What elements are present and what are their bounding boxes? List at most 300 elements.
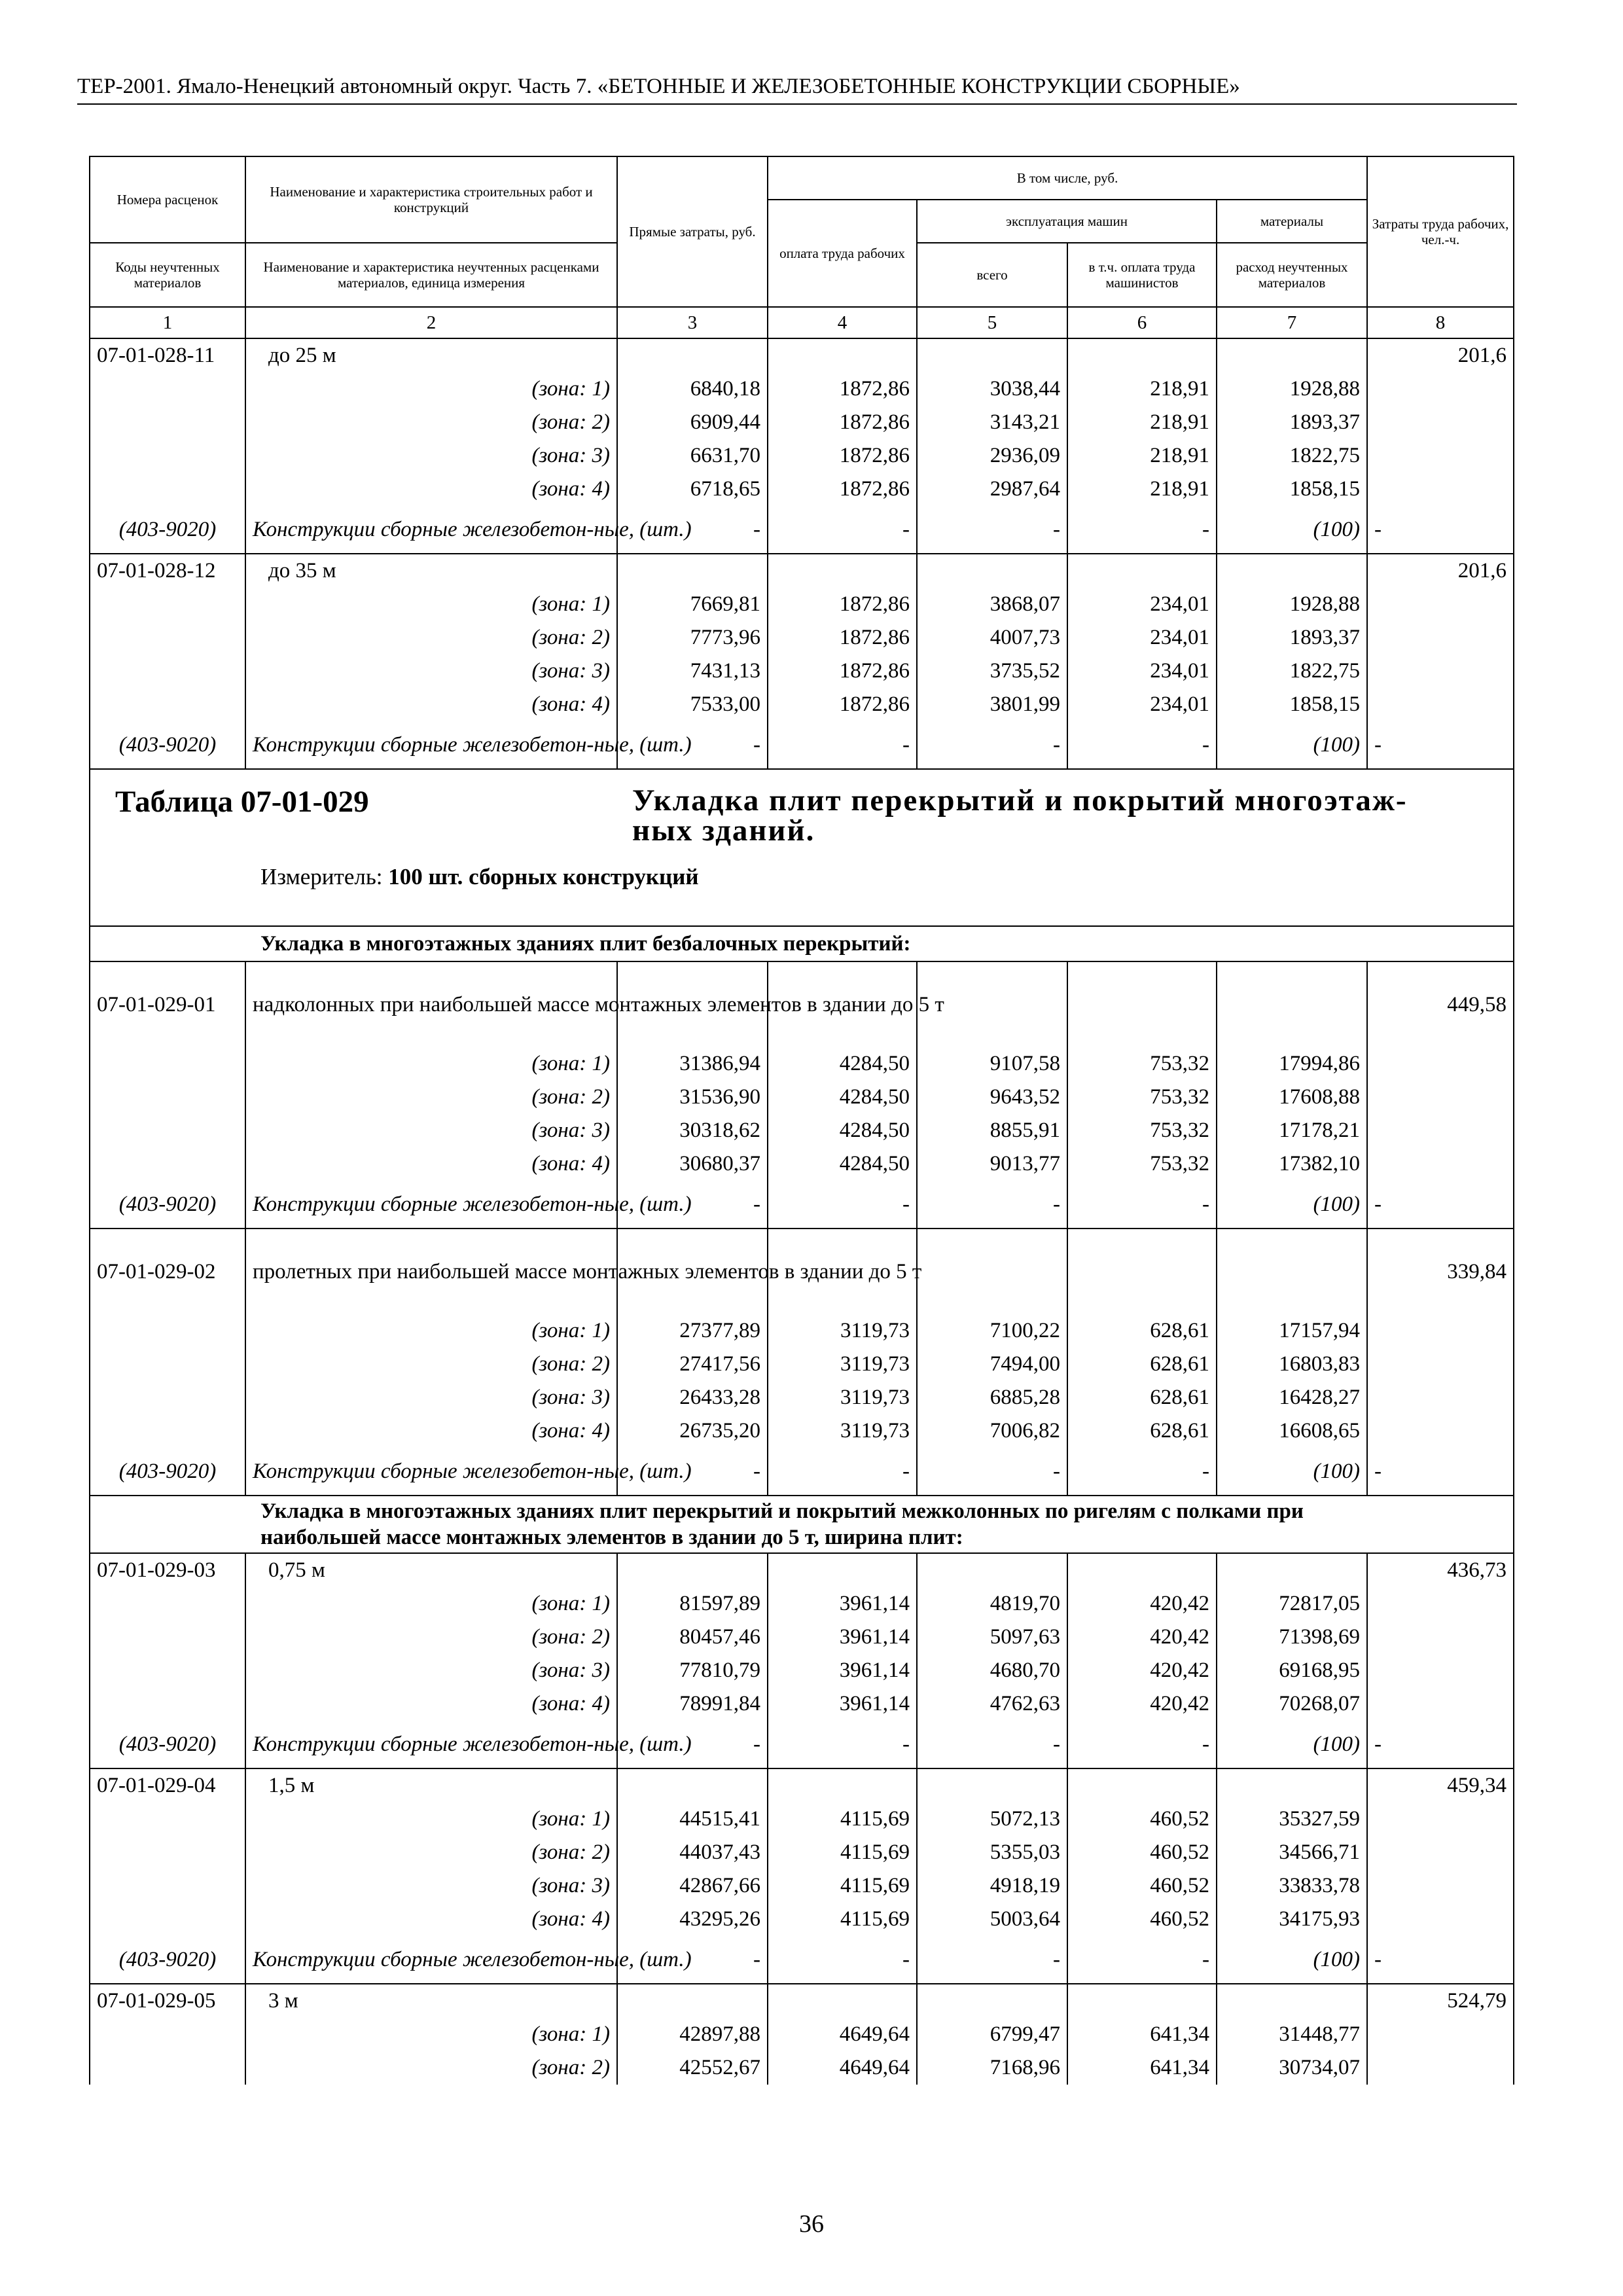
header-machines-total: всего (917, 243, 1067, 307)
cell-machines: 3735,52 (917, 655, 1067, 688)
cell-direct: 7669,81 (617, 588, 768, 621)
material-qty: (100) (1217, 1448, 1367, 1496)
cell-labor: 3119,73 (768, 1348, 917, 1381)
cell-direct: 77810,79 (617, 1654, 768, 1687)
cell-direct: 6631,70 (617, 439, 768, 473)
column-number: 5 (917, 307, 1067, 338)
cell-direct: 43295,26 (617, 1903, 768, 1936)
cell-direct: 6909,44 (617, 406, 768, 439)
zone-label: (зона: 3) (245, 1654, 617, 1687)
header-rate-numbers: Номера расценок (90, 156, 245, 243)
header-including: В том числе, руб. (768, 156, 1367, 200)
column-number: 8 (1367, 307, 1514, 338)
rate-row (90, 961, 1514, 1047)
material-qty: (100) (1217, 1721, 1367, 1768)
cell-direct: 42897,88 (617, 2018, 768, 2051)
cell-direct: 27417,56 (617, 1348, 768, 1381)
cell-labor: 4115,69 (768, 1803, 917, 1836)
column-numbers-row (90, 307, 1514, 338)
cell-machines: 7494,00 (917, 1348, 1067, 1381)
cell-machines: 6885,28 (917, 1381, 1067, 1414)
cell-labor: 3961,14 (768, 1654, 917, 1687)
column-number: 1 (90, 307, 245, 338)
cell-operators: 460,52 (1067, 1836, 1217, 1869)
cell-labor: 4284,50 (768, 1147, 917, 1181)
material-dash: - (768, 1448, 917, 1496)
column-number: 2 (245, 307, 617, 338)
material-dash: - (917, 506, 1067, 554)
table-title: Укладка плит перекрытий и покрытий многоэтаж-ных зданий. (632, 783, 1408, 848)
zone-label: (зона: 2) (245, 1081, 617, 1114)
cell-operators: 218,91 (1067, 372, 1217, 406)
material-dash: - (1367, 721, 1514, 769)
material-dash: - (917, 1448, 1067, 1496)
cell-operators: 234,01 (1067, 588, 1217, 621)
rate-code: 07-01-029-05 (90, 1984, 245, 2018)
zone-label: (зона: 4) (245, 1414, 617, 1448)
zone-row (90, 1836, 1514, 1869)
cell-materials: 72817,05 (1217, 1587, 1367, 1621)
cell-labor: 3961,14 (768, 1587, 917, 1621)
cell-direct: 7773,96 (617, 621, 768, 655)
zone-label: (зона: 2) (245, 1621, 617, 1654)
cell-materials: 17178,21 (1217, 1114, 1367, 1147)
labor-hours: 339,84 (1367, 1229, 1514, 1314)
cell-machines: 3801,99 (917, 688, 1067, 721)
material-dash: - (768, 506, 917, 554)
rate-name: 1,5 м (245, 1768, 617, 1803)
labor-hours: 459,34 (1367, 1768, 1514, 1803)
zone-row (90, 1348, 1514, 1381)
rates-table (89, 156, 1514, 2085)
cell-materials: 1822,75 (1217, 439, 1367, 473)
header-labor-hours: Затраты труда рабочих, чел.-ч. (1367, 156, 1514, 307)
header-work-name: Наименование и характеристика строительных работ и конструкций (245, 156, 617, 243)
zone-label: (зона: 3) (245, 1114, 617, 1147)
zone-label: (зона: 1) (245, 588, 617, 621)
cell-labor: 3961,14 (768, 1621, 917, 1654)
cell-materials: 17608,88 (1217, 1081, 1367, 1114)
zone-label: (зона: 3) (245, 439, 617, 473)
cell-operators: 628,61 (1067, 1314, 1217, 1348)
cell-materials: 17994,86 (1217, 1047, 1367, 1081)
cell-operators: 460,52 (1067, 1869, 1217, 1903)
material-dash: - (1367, 1448, 1514, 1496)
zone-row (90, 1587, 1514, 1621)
cell-direct: 80457,46 (617, 1621, 768, 1654)
cell-materials: 17382,10 (1217, 1147, 1367, 1181)
rate-row (90, 1984, 1514, 2018)
material-dash: - (1067, 1181, 1217, 1229)
rate-name: до 35 м (245, 554, 617, 588)
material-dash: - (768, 1936, 917, 1984)
running-head (77, 72, 1517, 105)
material-dash: - (1367, 506, 1514, 554)
cell-direct: 26735,20 (617, 1414, 768, 1448)
zone-label: (зона: 3) (245, 1869, 617, 1903)
material-code: (403-9020) (90, 1181, 245, 1229)
column-number: 3 (617, 307, 768, 338)
running-head-text: ТЕР-2001. Ямало-Ненецкий автономный округ. Часть 7. «БЕТОННЫЕ И ЖЕЛЕЗОБЕТОННЫЕ КОНСТРУКЦИИ СБОРНЫЕ» (77, 75, 1240, 98)
cell-machines: 7100,22 (917, 1314, 1067, 1348)
column-number: 4 (768, 307, 917, 338)
material-dash: - (768, 1721, 917, 1768)
zone-label: (зона: 4) (245, 1687, 617, 1721)
cell-operators: 460,52 (1067, 1903, 1217, 1936)
column-number: 7 (1217, 307, 1367, 338)
material-name: Конструкции сборные железобетон-ные, (шт.) (245, 1448, 617, 1496)
material-dash: - (617, 721, 768, 769)
cell-direct: 6840,18 (617, 372, 768, 406)
zone-row (90, 1114, 1514, 1147)
cell-materials: 69168,95 (1217, 1654, 1367, 1687)
rate-row (90, 1229, 1514, 1314)
zone-row (90, 1147, 1514, 1181)
cell-machines: 5355,03 (917, 1836, 1067, 1869)
rate-row (90, 1768, 1514, 1803)
rate-name: надколонных при наибольшей массе монтажных элементов в здании до 5 т (245, 961, 617, 1047)
cell-machines: 4918,19 (917, 1869, 1067, 1903)
cell-materials: 1928,88 (1217, 588, 1367, 621)
cell-labor: 1872,86 (768, 372, 917, 406)
cell-direct: 81597,89 (617, 1587, 768, 1621)
column-number: 6 (1067, 307, 1217, 338)
cell-direct: 31386,94 (617, 1047, 768, 1081)
material-dash: - (1067, 1936, 1217, 1984)
material-name: Конструкции сборные железобетон-ные, (шт.) (245, 1181, 617, 1229)
material-qty: (100) (1217, 1181, 1367, 1229)
zone-row (90, 2051, 1514, 2085)
cell-operators: 420,42 (1067, 1654, 1217, 1687)
cell-machines: 2987,64 (917, 473, 1067, 506)
rate-code: 07-01-029-01 (90, 961, 245, 1047)
material-row (90, 721, 1514, 769)
cell-operators: 628,61 (1067, 1348, 1217, 1381)
header-material-codes: Коды неучтенных материалов (90, 243, 245, 307)
material-code: (403-9020) (90, 506, 245, 554)
cell-operators: 218,91 (1067, 439, 1217, 473)
cell-labor: 3119,73 (768, 1314, 917, 1348)
cell-direct: 7533,00 (617, 688, 768, 721)
cell-direct: 42867,66 (617, 1869, 768, 1903)
cell-materials: 1893,37 (1217, 621, 1367, 655)
cell-direct: 44037,43 (617, 1836, 768, 1869)
cell-materials: 34566,71 (1217, 1836, 1367, 1869)
cell-materials: 35327,59 (1217, 1803, 1367, 1836)
cell-machines: 2936,09 (917, 439, 1067, 473)
cell-machines: 9013,77 (917, 1147, 1067, 1181)
cell-materials: 1928,88 (1217, 372, 1367, 406)
cell-operators: 753,32 (1067, 1147, 1217, 1181)
zone-label: (зона: 2) (245, 1348, 617, 1381)
zone-label: (зона: 4) (245, 1147, 617, 1181)
cell-operators: 628,61 (1067, 1414, 1217, 1448)
cell-operators: 753,32 (1067, 1047, 1217, 1081)
material-name: Конструкции сборные железобетон-ные, (шт.) (245, 721, 617, 769)
zone-label: (зона: 1) (245, 372, 617, 406)
cell-labor: 4115,69 (768, 1836, 917, 1869)
material-dash: - (917, 1721, 1067, 1768)
cell-direct: 78991,84 (617, 1687, 768, 1721)
cell-operators: 628,61 (1067, 1381, 1217, 1414)
cell-machines: 5072,13 (917, 1803, 1067, 1836)
cell-materials: 1893,37 (1217, 406, 1367, 439)
cell-labor: 4115,69 (768, 1903, 917, 1936)
labor-hours: 201,6 (1367, 554, 1514, 588)
material-dash: - (617, 1721, 768, 1768)
zone-row (90, 655, 1514, 688)
zone-row (90, 1081, 1514, 1114)
zone-row (90, 1903, 1514, 1936)
rate-code: 07-01-029-03 (90, 1553, 245, 1587)
material-dash: - (617, 1448, 768, 1496)
material-dash: - (1367, 1936, 1514, 1984)
cell-labor: 4284,50 (768, 1081, 917, 1114)
zone-row (90, 1687, 1514, 1721)
cell-materials: 1858,15 (1217, 473, 1367, 506)
cell-machines: 9643,52 (917, 1081, 1067, 1114)
table-number: Таблица 07-01-029 (115, 785, 369, 819)
zone-label: (зона: 4) (245, 473, 617, 506)
material-code: (403-9020) (90, 721, 245, 769)
cell-labor: 3961,14 (768, 1687, 917, 1721)
cell-materials: 34175,93 (1217, 1903, 1367, 1936)
cell-operators: 420,42 (1067, 1621, 1217, 1654)
rate-name: 0,75 м (245, 1553, 617, 1587)
cell-direct: 42552,67 (617, 2051, 768, 2085)
cell-labor: 4284,50 (768, 1047, 917, 1081)
cell-machines: 8855,91 (917, 1114, 1067, 1147)
cell-direct: 27377,89 (617, 1314, 768, 1348)
cell-operators: 753,32 (1067, 1114, 1217, 1147)
zone-row (90, 2018, 1514, 2051)
cell-direct: 44515,41 (617, 1803, 768, 1836)
cell-labor: 4649,64 (768, 2018, 917, 2051)
cell-materials: 33833,78 (1217, 1869, 1367, 1903)
cell-materials: 70268,07 (1217, 1687, 1367, 1721)
cell-operators: 641,34 (1067, 2051, 1217, 2085)
cell-materials: 16803,83 (1217, 1348, 1367, 1381)
zone-label: (зона: 1) (245, 1047, 617, 1081)
header-materials-usage: расход неучтенных материалов (1217, 243, 1367, 307)
zone-row (90, 1869, 1514, 1903)
zone-row (90, 473, 1514, 506)
cell-operators: 753,32 (1067, 1081, 1217, 1114)
cell-operators: 420,42 (1067, 1687, 1217, 1721)
cell-labor: 4115,69 (768, 1869, 917, 1903)
material-row (90, 506, 1514, 554)
material-dash: - (768, 721, 917, 769)
cell-machines: 3143,21 (917, 406, 1067, 439)
cell-labor: 1872,86 (768, 473, 917, 506)
zone-row (90, 1654, 1514, 1687)
material-dash: - (1067, 1721, 1217, 1768)
rate-code: 07-01-029-04 (90, 1768, 245, 1803)
material-row (90, 1181, 1514, 1229)
cell-operators: 641,34 (1067, 2018, 1217, 2051)
cell-operators: 218,91 (1067, 473, 1217, 506)
zone-label: (зона: 1) (245, 1314, 617, 1348)
cell-labor: 4284,50 (768, 1114, 917, 1147)
rate-name: до 25 м (245, 338, 617, 372)
table-measure (260, 860, 1507, 893)
zone-label: (зона: 1) (245, 1587, 617, 1621)
zone-row (90, 1314, 1514, 1348)
section-heading (90, 926, 1514, 961)
material-row (90, 1936, 1514, 1984)
material-qty: (100) (1217, 1936, 1367, 1984)
section-1-title: Укладка в многоэтажных зданиях плит безбалочных перекрытий: (90, 926, 1514, 961)
cell-machines: 9107,58 (917, 1047, 1067, 1081)
cell-machines: 7168,96 (917, 2051, 1067, 2085)
material-dash: - (617, 506, 768, 554)
rate-row (90, 554, 1514, 588)
measure-value: 100 шт. сборных конструкций (388, 864, 699, 889)
zone-row (90, 1047, 1514, 1081)
cell-labor: 1872,86 (768, 621, 917, 655)
zone-row (90, 1621, 1514, 1654)
cell-direct: 31536,90 (617, 1081, 768, 1114)
zone-label: (зона: 1) (245, 2018, 617, 2051)
cell-materials: 30734,07 (1217, 2051, 1367, 2085)
rate-code: 07-01-028-12 (90, 554, 245, 588)
cell-direct: 30318,62 (617, 1114, 768, 1147)
cell-machines: 4762,63 (917, 1687, 1067, 1721)
material-dash: - (1067, 1448, 1217, 1496)
material-dash: - (1367, 1721, 1514, 1768)
cell-machines: 4819,70 (917, 1587, 1067, 1621)
cell-labor: 1872,86 (768, 688, 917, 721)
zone-label: (зона: 3) (245, 1381, 617, 1414)
cell-operators: 420,42 (1067, 1587, 1217, 1621)
cell-materials: 16608,65 (1217, 1414, 1367, 1448)
material-name: Конструкции сборные железобетон-ные, (шт.) (245, 1936, 617, 1984)
material-dash: - (617, 1936, 768, 1984)
cell-machines: 5003,64 (917, 1903, 1067, 1936)
rate-name: пролетных при наибольшей массе монтажных элементов в здании до 5 т (245, 1229, 617, 1314)
header-materials: материалы (1217, 200, 1367, 243)
cell-direct: 7431,13 (617, 655, 768, 688)
cell-labor: 4649,64 (768, 2051, 917, 2085)
zone-label: (зона: 1) (245, 1803, 617, 1836)
cell-labor: 3119,73 (768, 1414, 917, 1448)
zone-row (90, 439, 1514, 473)
cell-materials: 1858,15 (1217, 688, 1367, 721)
rate-row (90, 1553, 1514, 1587)
cell-machines: 4680,70 (917, 1654, 1067, 1687)
zone-label: (зона: 2) (245, 1836, 617, 1869)
zone-row (90, 621, 1514, 655)
cell-operators: 234,01 (1067, 621, 1217, 655)
labor-hours: 436,73 (1367, 1553, 1514, 1587)
zone-label: (зона: 4) (245, 1903, 617, 1936)
zone-row (90, 688, 1514, 721)
cell-materials: 1822,75 (1217, 655, 1367, 688)
material-row (90, 1448, 1514, 1496)
zone-label: (зона: 2) (245, 406, 617, 439)
running-head-rule (77, 103, 1517, 105)
cell-labor: 1872,86 (768, 439, 917, 473)
material-dash: - (1367, 1181, 1514, 1229)
cell-machines: 5097,63 (917, 1621, 1067, 1654)
cell-labor: 3119,73 (768, 1381, 917, 1414)
header-direct-costs: Прямые затраты, руб. (617, 156, 768, 307)
header-machines: эксплуатация машин (917, 200, 1217, 243)
rate-code: 07-01-029-02 (90, 1229, 245, 1314)
labor-hours: 201,6 (1367, 338, 1514, 372)
cell-materials: 31448,77 (1217, 2018, 1367, 2051)
labor-hours: 449,58 (1367, 961, 1514, 1047)
zone-row (90, 1803, 1514, 1836)
material-dash: - (917, 1936, 1067, 1984)
zone-row (90, 588, 1514, 621)
header-material-names: Наименование и характеристика неучтенных расценками материалов, единица измерения (245, 243, 617, 307)
section-2-title: Укладка в многоэтажных зданиях плит перекрытий и покрытий межколонных по ригелям с полками при наибольшей массе монтажных элементов в здании до 5 т, ширина плит: (90, 1496, 1514, 1553)
material-dash: - (1067, 721, 1217, 769)
material-row (90, 1721, 1514, 1768)
cell-materials: 17157,94 (1217, 1314, 1367, 1348)
material-dash: - (768, 1181, 917, 1229)
header-machines-labor: в т.ч. оплата труда машинистов (1067, 243, 1217, 307)
zone-label: (зона: 4) (245, 688, 617, 721)
cell-machines: 3868,07 (917, 588, 1067, 621)
cell-labor: 1872,86 (768, 406, 917, 439)
material-dash: - (617, 1181, 768, 1229)
section-heading (90, 1496, 1514, 1553)
cell-direct: 30680,37 (617, 1147, 768, 1181)
material-qty: (100) (1217, 721, 1367, 769)
zone-label: (зона: 2) (245, 621, 617, 655)
material-code: (403-9020) (90, 1721, 245, 1768)
zone-label: (зона: 3) (245, 655, 617, 688)
material-name: Конструкции сборные железобетон-ные, (шт.) (245, 506, 617, 554)
cell-materials: 71398,69 (1217, 1621, 1367, 1654)
rate-row (90, 338, 1514, 372)
material-dash: - (917, 1181, 1067, 1229)
cell-machines: 6799,47 (917, 2018, 1067, 2051)
material-name: Конструкции сборные железобетон-ные, (шт.) (245, 1721, 617, 1768)
zone-row (90, 406, 1514, 439)
cell-operators: 234,01 (1067, 655, 1217, 688)
table-caption (90, 769, 1514, 926)
cell-operators: 460,52 (1067, 1803, 1217, 1836)
cell-operators: 218,91 (1067, 406, 1217, 439)
cell-machines: 7006,82 (917, 1414, 1067, 1448)
material-dash: - (917, 721, 1067, 769)
cell-machines: 4007,73 (917, 621, 1067, 655)
page-number: 36 (799, 2210, 824, 2238)
rate-name: 3 м (245, 1984, 617, 2018)
zone-label: (зона: 2) (245, 2051, 617, 2085)
zone-row (90, 372, 1514, 406)
material-code: (403-9020) (90, 1936, 245, 1984)
header-labor-pay: оплата труда рабочих (768, 200, 917, 307)
cell-machines: 3038,44 (917, 372, 1067, 406)
cell-operators: 234,01 (1067, 688, 1217, 721)
measure-label: Измеритель: (260, 864, 389, 889)
labor-hours: 524,79 (1367, 1984, 1514, 2018)
zone-row (90, 1414, 1514, 1448)
rate-code: 07-01-028-11 (90, 338, 245, 372)
cell-materials: 16428,27 (1217, 1381, 1367, 1414)
material-qty: (100) (1217, 506, 1367, 554)
cell-labor: 1872,86 (768, 588, 917, 621)
cell-direct: 6718,65 (617, 473, 768, 506)
cell-direct: 26433,28 (617, 1381, 768, 1414)
cell-labor: 1872,86 (768, 655, 917, 688)
zone-row (90, 1381, 1514, 1414)
material-code: (403-9020) (90, 1448, 245, 1496)
